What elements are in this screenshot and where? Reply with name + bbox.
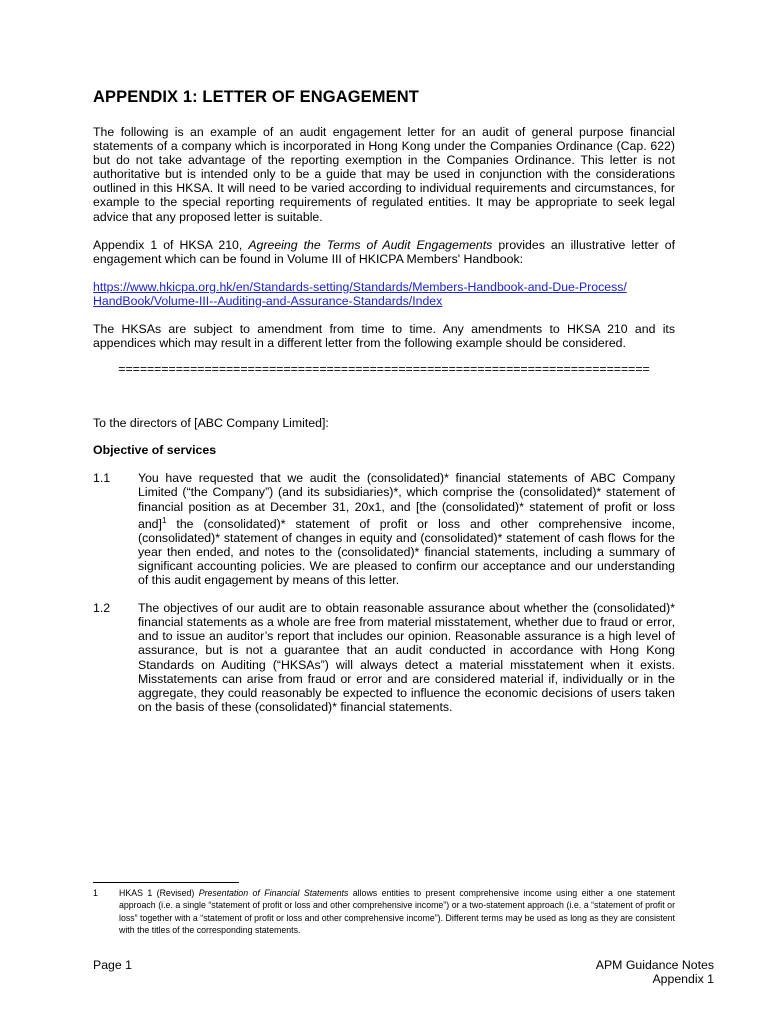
footer-appendix-label: Appendix 1 bbox=[652, 972, 714, 987]
salutation: To the directors of [ABC Company Limited]: bbox=[93, 416, 329, 431]
footnote-italic-title: Presentation of Financial Statements bbox=[198, 888, 349, 898]
page-title: APPENDIX 1: LETTER OF ENGAGEMENT bbox=[93, 88, 419, 106]
document-page bbox=[93, 88, 675, 728]
clause-number: 1.1 bbox=[93, 471, 111, 486]
footnote-text-before: HKAS 1 (Revised) bbox=[119, 888, 199, 898]
handbook-link-block[interactable] bbox=[93, 280, 675, 308]
footer-document-info bbox=[596, 958, 714, 986]
clause-text: The objectives of our audit are to obtain reasonable assurance about whether the (consolidated)* financial statements as a whole are free from material misstatement, whether due to fraud or error, and to issue an auditor’s report that includes our opinion. Reasonable assurance is a high level of assurance, but is not a guarantee that an audit conducted in accordance with Hong Kong Standards on Auditing (“HKSAs”) will always detect a material misstatement when it exists. Misstatements can arise from fraud or error and are considered material if, individually or in the aggregate, they could reasonably be expected to influence the economic decisions of users taken on the basis of these (consolidated)* financial statements. bbox=[138, 601, 675, 714]
reference-text-after: provides an illustrative letter of engagement which can be found in Volume III of HKICPA Members' Handbook: bbox=[93, 237, 675, 266]
footnote-number: 1 bbox=[93, 888, 98, 898]
clause-text bbox=[138, 471, 675, 587]
separator-line: ========================================================================== bbox=[118, 362, 650, 377]
reference-title-italic: Agreeing the Terms of Audit Engagements bbox=[248, 237, 493, 252]
clause-text-after: the (consolidated)* statement of profit or loss and other comprehensive income, (consolidated)* statement of changes in equity and (consolidated)* statement of cash flows for the year then ended, and notes to the (consolidated)* financial statements, including a summary of significant accounting policies. We are pleased to confirm our acceptance and our understanding of this audit engagement by means of this letter. bbox=[138, 516, 675, 588]
footer-doc-title: APM Guidance Notes bbox=[595, 958, 714, 972]
footnote bbox=[93, 887, 675, 937]
reference-paragraph bbox=[93, 238, 675, 266]
clause-text-before: You have requested that we audit the (consolidated)* financial statements of ABC Company Limited (“the Company”) (and its subsidiaries)*, which comprise the (consolidated)* statement of financial position as at December 31, 20x1, and [the (consolidated)* statement of profit or loss and] bbox=[138, 471, 675, 531]
footnote-text-after: allows entities to present comprehensive income using either a one statement approach (i.e. a single “statement of profit or loss and other comprehensive income”) or a two-statement approach (i.e. a “statement of profit or loss” together with a “statement of profit or loss and other comprehensive income”). Different terms may be used as long as they are consistent with the titles of the corresponding statements. bbox=[119, 888, 676, 936]
clause-number: 1.2 bbox=[93, 601, 111, 616]
page-number: Page 1 bbox=[93, 958, 132, 972]
intro-paragraph: The following is an example of an audit engagement letter for an audit of general purpose financial statements of a company which is incorporated in Hong Kong under the Companies Ordinance (Cap. 622) but do not take advantage of the reporting exemption in the Companies Ordinance. This letter is not authoritative but is intended only to be a guide that may be used in conjunction with the considerations outlined in this HKSA. It will need to be varied according to individual requirements and circumstances, for example to the special reporting requirements of regulated entities. It may be appropriate to seek legal advice that any proposed letter is suitable. bbox=[93, 125, 675, 224]
clause-1-1 bbox=[93, 471, 675, 587]
footnote-reference[interactable]: 1 bbox=[161, 515, 167, 525]
reference-text-before: Appendix 1 of HKSA 210, bbox=[93, 237, 249, 252]
amendment-paragraph: The HKSAs are subject to amendment from time to time. Any amendments to HKSA 210 and its appendices which may result in a different letter from the following example should be considered. bbox=[93, 322, 675, 351]
handbook-link-line-1[interactable]: https://www.hkicpa.org.hk/en/Standards-setting/Standards/Members-Handbook-and-Due-Process/ bbox=[93, 279, 627, 294]
clause-1-2 bbox=[93, 601, 675, 714]
handbook-link-line-2[interactable]: HandBook/Volume-III--Auditing-and-Assurance-Standards/Index bbox=[93, 293, 443, 308]
footnote-text bbox=[119, 887, 675, 937]
footnote-divider bbox=[93, 882, 239, 883]
section-title: Objective of services bbox=[93, 443, 217, 458]
